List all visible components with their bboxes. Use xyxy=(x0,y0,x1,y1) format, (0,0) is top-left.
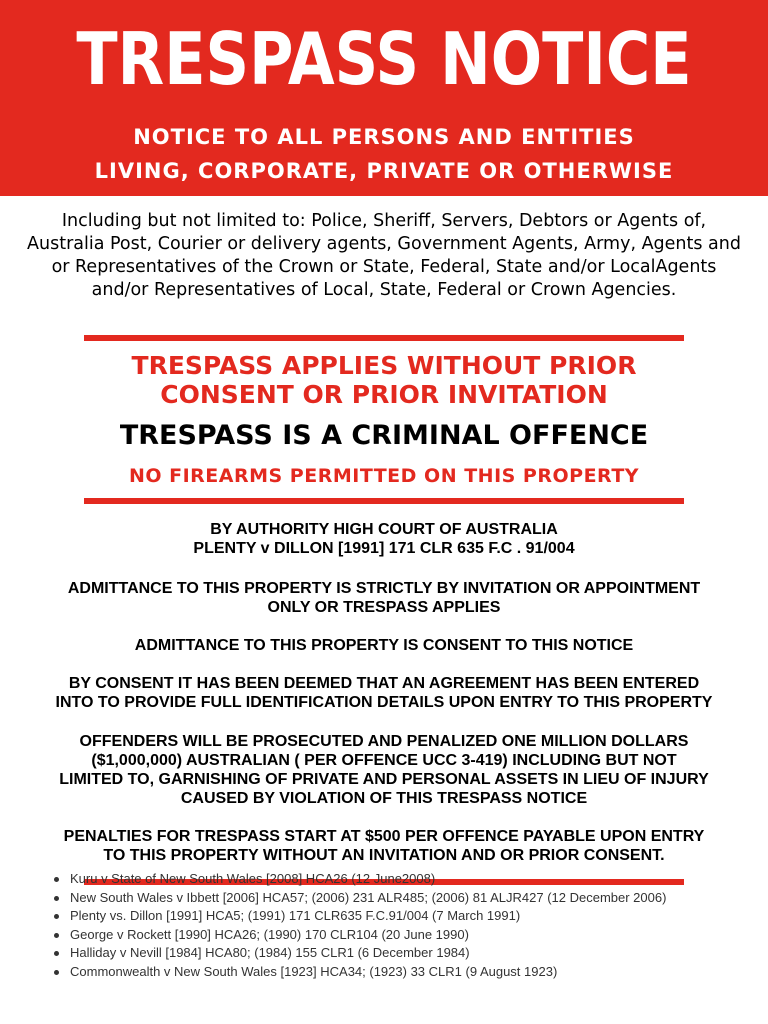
bullet-icon xyxy=(54,896,59,901)
consent-heading-line1: TRESPASS APPLIES WITHOUT PRIOR xyxy=(131,351,637,380)
case-citation-list xyxy=(54,870,754,981)
paragraph-line: OFFENDERS WILL BE PROSECUTED AND PENALIZED ONE MILLION DOLLARS xyxy=(79,733,689,750)
bullet-icon xyxy=(54,933,59,938)
paragraph-line: ONLY OR TRESPASS APPLIES xyxy=(267,599,501,616)
red-divider-middle xyxy=(84,498,684,504)
notice-subtitle-line2: LIVING, CORPORATE, PRIVATE OR OTHERWISE xyxy=(94,159,674,183)
paragraph-line: PLENTY v DILLON [1991] 171 CLR 635 F.C . 91/004 xyxy=(193,540,575,557)
case-citation: Kuru v State of New South Wales [2008] HCA26 (12 June2008) xyxy=(70,871,436,886)
list-item xyxy=(54,963,754,982)
case-citation: George v Rockett [1990] HCA26; (1990) 170 CLR104 (20 June 1990) xyxy=(70,926,469,942)
paragraph-line: BY AUTHORITY HIGH COURT OF AUSTRALIA xyxy=(210,521,558,538)
bullet-icon xyxy=(54,970,59,975)
paragraph-line: ADMITTANCE TO THIS PROPERTY IS CONSENT TO THIS NOTICE xyxy=(134,637,634,654)
bullet-icon xyxy=(54,877,59,882)
criminal-offence-heading: TRESPASS IS A CRIMINAL OFFENCE xyxy=(119,420,649,451)
firearms-heading: NO FIREARMS PERMITTED ON THIS PROPERTY xyxy=(128,465,640,487)
red-divider-top xyxy=(84,335,684,341)
bullet-icon xyxy=(54,914,59,919)
list-item xyxy=(54,889,754,908)
admittance-invitation-paragraph xyxy=(10,579,758,617)
authority-paragraph xyxy=(10,520,758,558)
list-item xyxy=(54,944,754,963)
paragraph-line: LIMITED TO, GARNISHING OF PRIVATE AND PERSONAL ASSETS IN LIEU OF INJURY xyxy=(59,771,709,788)
admittance-consent-paragraph xyxy=(10,636,758,655)
intro-paragraph: Including but not limited to: Police, Sheriff, Servers, Debtors or Agents of, Australia Post, Courier or delivery agents, Government Agents, Army, Agents and or Representatives of the Crown or State, Federal, State and/or LocalAgents and/or Representatives of Local, State, Federal or Crown Agencies. xyxy=(27,211,741,300)
paragraph-line: CAUSED BY VIOLATION OF THIS TRESPASS NOTICE xyxy=(180,790,588,807)
bullet-icon xyxy=(54,951,59,956)
case-citation: Commonwealth v New South Wales [1923] HCA34; (1923) 33 CLR1 (9 August 1923) xyxy=(70,963,558,979)
case-citation: New South Wales v Ibbett [2006] HCA57; (2006) 231 ALR485; (2006) 81 ALJR427 (12 December 2006) xyxy=(70,889,667,905)
paragraph-line: TO THIS PROPERTY WITHOUT AN INVITATION AND OR PRIOR CONSENT. xyxy=(103,847,665,864)
header-banner xyxy=(0,0,768,196)
list-item xyxy=(54,870,754,889)
paragraph-line: BY CONSENT IT HAS BEEN DEEMED THAT AN AGREEMENT HAS BEEN ENTERED xyxy=(68,675,700,692)
list-item xyxy=(54,926,754,945)
penalties-paragraph xyxy=(10,827,758,865)
offenders-paragraph xyxy=(10,732,758,808)
paragraph-line: PENALTIES FOR TRESPASS START AT $500 PER OFFENCE PAYABLE UPON ENTRY xyxy=(63,828,705,845)
notice-title: TRESPASS NOTICE xyxy=(76,17,692,101)
agreement-paragraph xyxy=(10,674,758,712)
paragraph-line: ADMITTANCE TO THIS PROPERTY IS STRICTLY BY INVITATION OR APPOINTMENT xyxy=(67,580,701,597)
consent-heading-line2: CONSENT OR PRIOR INVITATION xyxy=(160,380,608,409)
paragraph-line: INTO TO PROVIDE FULL IDENTIFICATION DETAILS UPON ENTRY TO THIS PROPERTY xyxy=(55,694,713,711)
list-item xyxy=(54,907,754,926)
case-citation: Halliday v Nevill [1984] HCA80; (1984) 155 CLR1 (6 December 1984) xyxy=(70,945,470,960)
paragraph-line: ($1,000,000) AUSTRALIAN ( PER OFFENCE UCC 3-419) INCLUDING BUT NOT xyxy=(91,752,677,769)
notice-subtitle-line1: NOTICE TO ALL PERSONS AND ENTITIES xyxy=(133,125,635,149)
case-citation: Plenty vs. Dillon [1991] HCA5; (1991) 171 CLR635 F.C.91/004 (7 March 1991) xyxy=(70,908,521,923)
